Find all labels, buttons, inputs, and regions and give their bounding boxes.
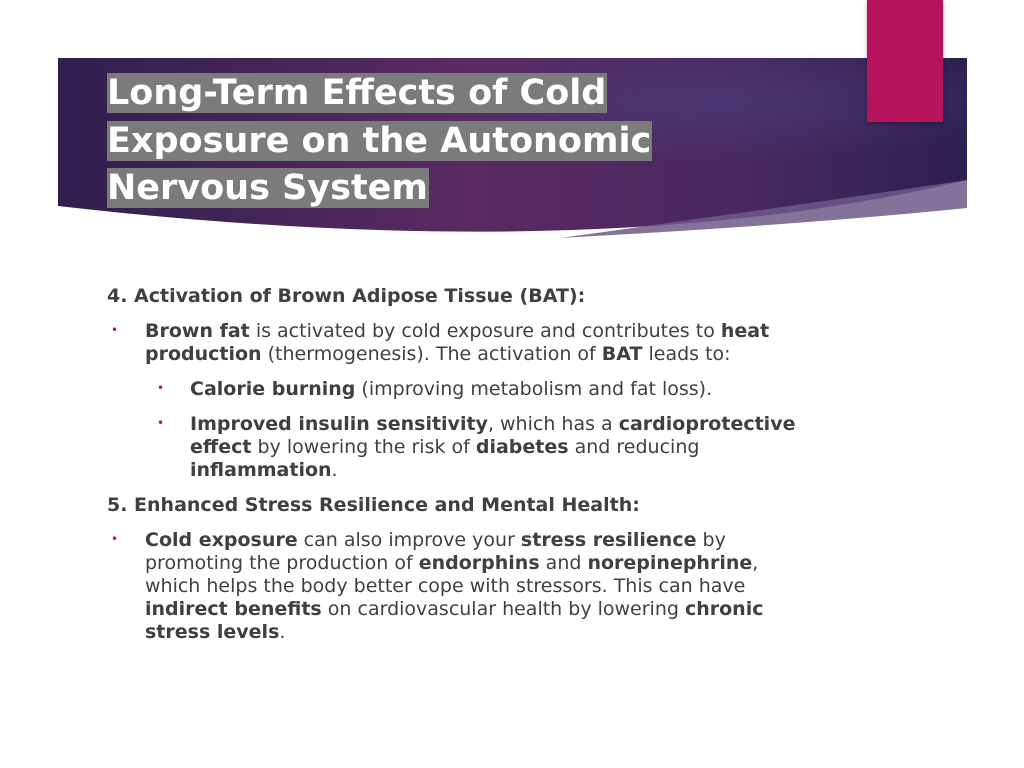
bold-text-run: chronic stress levels [145,598,764,643]
bold-text-run: indirect benefits [145,598,322,620]
text-run: and [539,552,588,574]
section-heading: 4. Activation of Brown Adipose Tissue (BAT): [107,285,586,307]
text-run: , which helps the body better cope with stressors. This can have [145,552,759,597]
bold-text-run: Brown fat [145,320,250,342]
text-run: leads to: [642,343,731,365]
bullet-icon: • [111,323,119,337]
sub-bullet-item [107,378,807,401]
text-run: and reducing [568,436,700,458]
text-run: (thermogenesis). The activation of [261,343,602,365]
bold-text-run: Improved insulin sensitivity [190,413,488,435]
text-run: . [331,459,338,481]
accent-tab [867,0,943,122]
bold-text-run: diabetes [475,436,569,458]
text-run: is activated by cold exposure and contributes to [249,320,721,342]
text-run: . [279,621,286,643]
bold-text-run: norepinephrine [587,552,753,574]
text-run: by promoting the production of [145,529,726,574]
slide-content [107,285,807,656]
title-line: Long-Term Effects of Cold [107,73,607,113]
bullet-icon: • [111,532,119,546]
bold-text-run: cardioprotective effect [190,413,796,458]
bold-text-run: stress resilience [520,529,697,551]
text-run: can also improve your [297,529,521,551]
bold-text-run: inflammation [190,459,332,481]
slide-title [107,70,707,213]
title-line: Exposure on the Autonomic [107,120,652,161]
title-line: Nervous System [107,168,428,208]
bold-text-run: heat production [145,320,770,365]
bullet-item [107,529,807,644]
bullet-icon: • [157,381,165,395]
bullet-item [107,320,807,366]
text-run: (improving metabolism and fat loss). [355,378,713,400]
bold-text-run: BAT [601,343,643,365]
text-run: on cardiovascular health by lowering [321,598,685,620]
text-run: , which has a [487,413,619,435]
sub-bullet-item [107,413,807,482]
text-run: by lowering the risk of [251,436,476,458]
bold-text-run: Cold exposure [145,529,298,551]
bullet-icon: • [157,416,165,430]
bold-text-run: endorphins [418,552,540,574]
section-heading: 5. Enhanced Stress Resilience and Mental Health: [107,494,640,516]
bold-text-run: Calorie burning [190,378,356,400]
